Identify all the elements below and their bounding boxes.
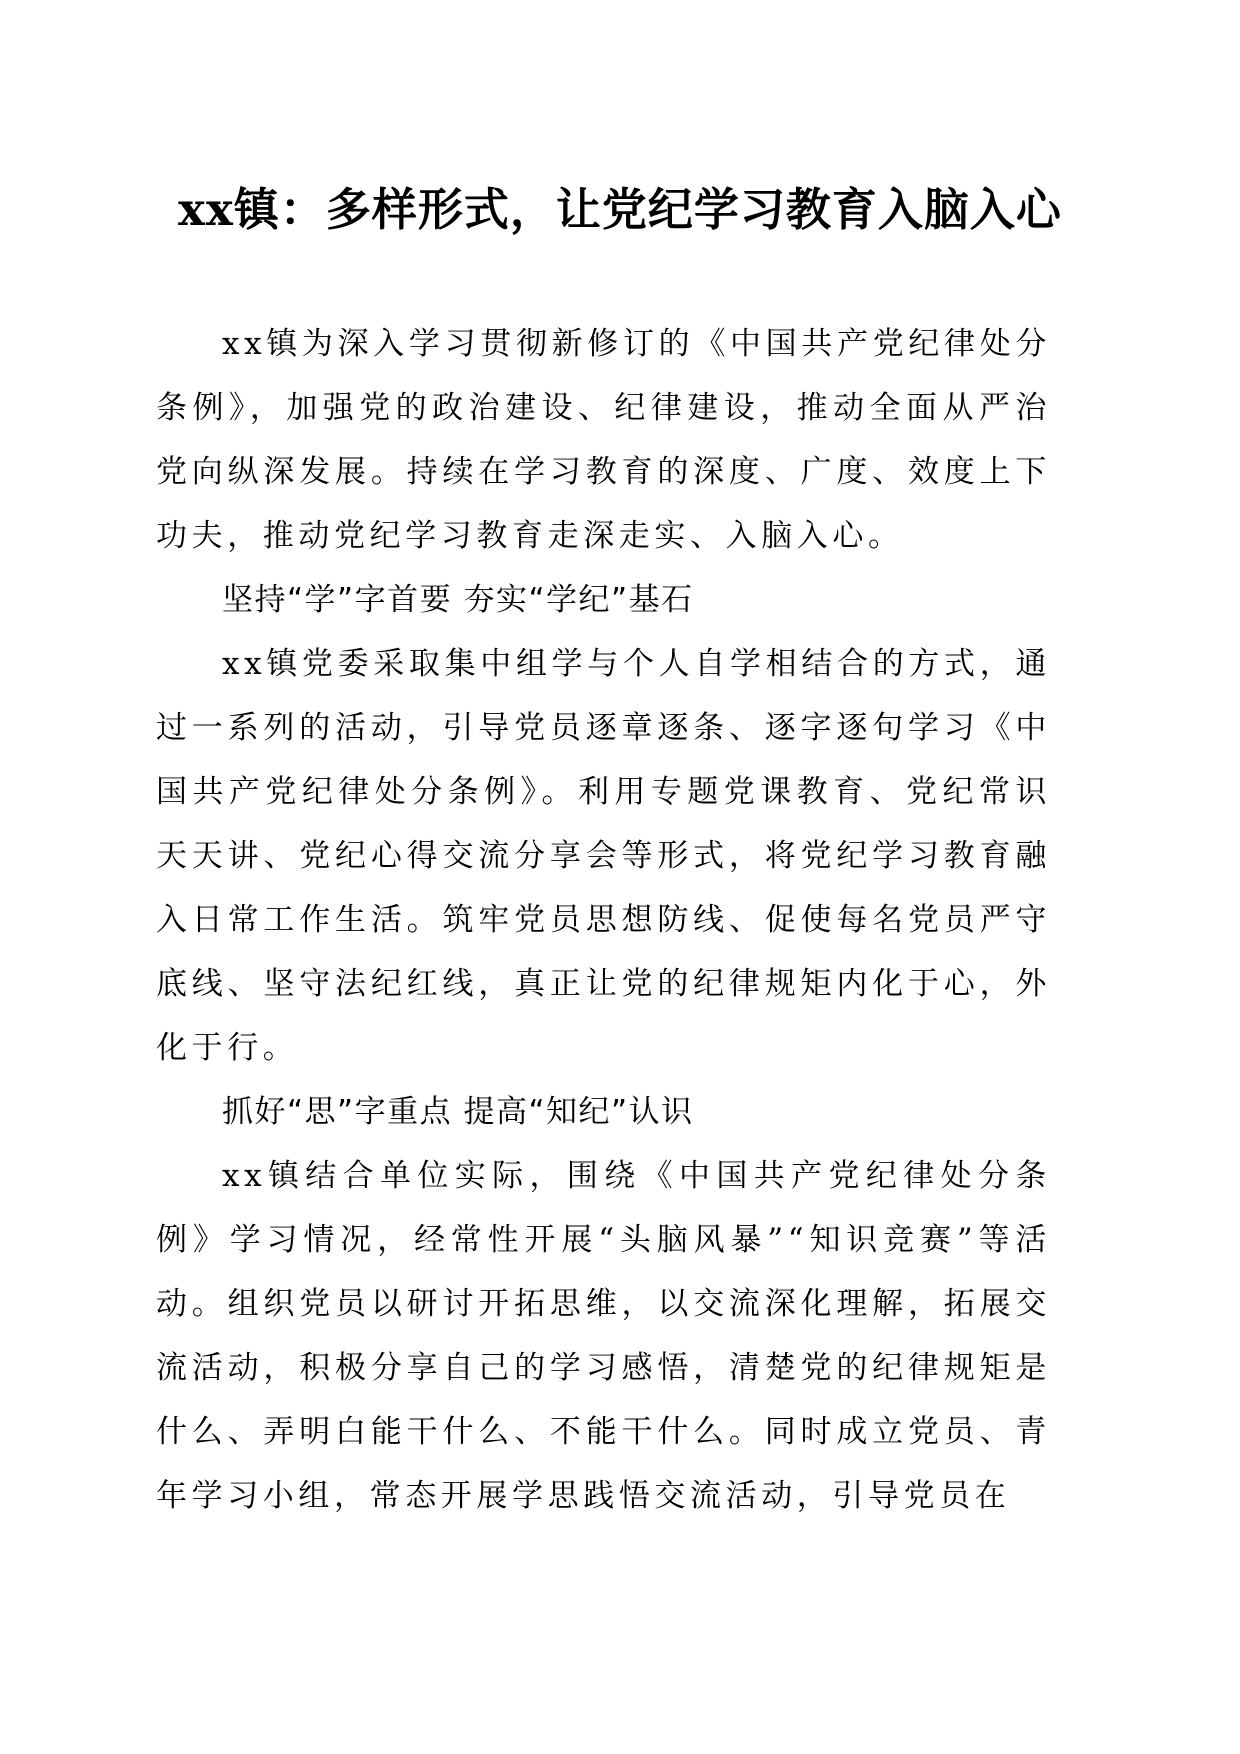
study-paragraph: xx镇党委采取集中组学与个人自学相结合的方式，通过一系列的活动，引导党员逐章逐条、逐字逐句学习《中国共产党纪律处分条例》。利用专题党课教育、党纪常识天天讲、党纪心得交流分享会等形式，将党纪学习教育融入日常工作生活。筑牢党员思想防线、促使每名党员严守底线、坚守法纪红线，真正让党的纪律规矩内化于心，外化于行。 [156,646,1051,1066]
document-title: xx镇：多样形式，让党纪学习教育入脑入心 [178,183,1062,236]
reflect-paragraph: xx镇结合单位实际，围绕《中国共产党纪律处分条例》学习情况，经常性开展“头脑风暴”“知识竞赛”等活动。组织党员以研讨开拓思维，以交流深化理解，拓展交流活动，积极分享自己的学习感悟，清楚党的纪律规矩是什么、弄明白能干什么、不能干什么。同时成立党员、青年学习小组，常态开展学思践悟交流活动，引导党员在 [156,1158,1051,1514]
intro-paragraph: xx镇为深入学习贯彻新修订的《中国共产党纪律处分条例》，加强党的政治建设、纪律建设，推动全面从严治党向纵深发展。持续在学习教育的深度、广度、效度上下功夫，推动党纪学习教育走深走实、入脑入心。 [156,326,1051,554]
section-heading-study: 坚持“学”字首要 夯实“学纪”基石 [222,582,694,618]
section-heading-reflect: 抓好“思”字重点 提高“知纪”认识 [222,1094,694,1130]
document-body [156,312,1051,1528]
